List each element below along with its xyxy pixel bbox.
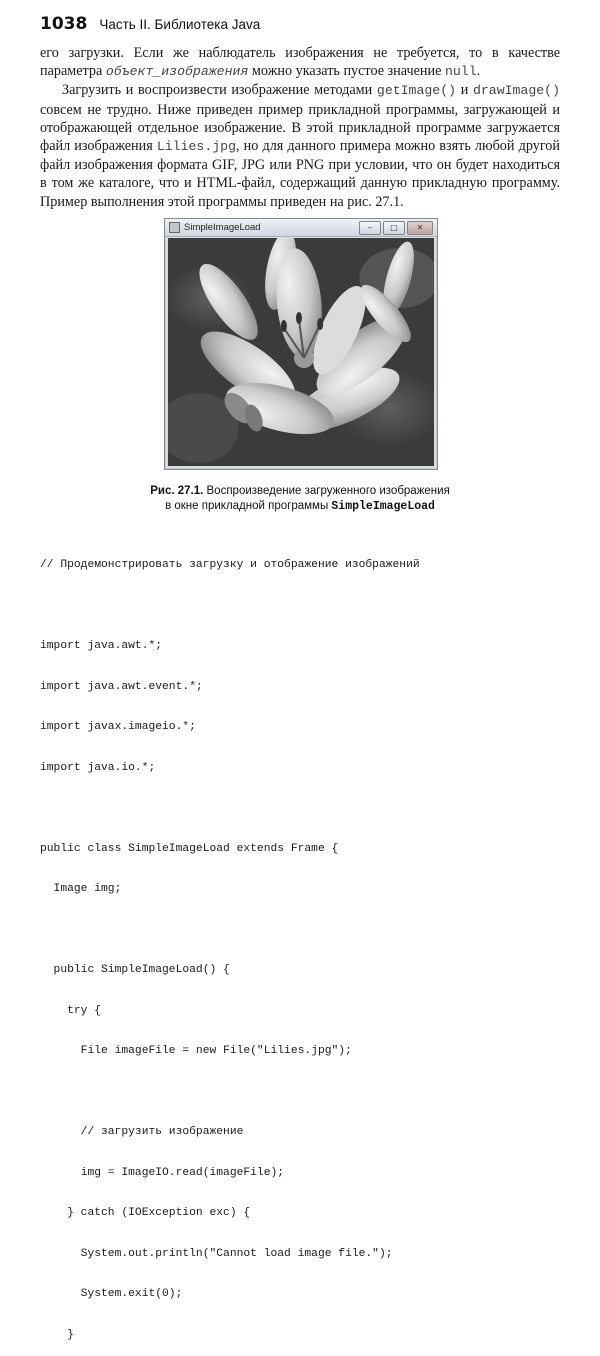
inline-code-lilies: Lilies.jpg [156,139,236,155]
code-listing [40,532,560,1356]
paragraph-1-text-a: его загрузки. Если же наблюдатель изображения не требуется, то в качестве параметра [40,45,560,80]
code-line: System.out.println("Cannot load image file."); [40,1247,393,1260]
paragraph-1-text-c: . [476,63,481,80]
paragraph-2 [40,81,560,210]
window-titlebar[interactable] [165,219,437,237]
inline-code-drawimage: drawImage() [472,83,561,99]
window-title: SimpleImageLoad [184,222,261,233]
code-line: img = ImageIO.read(imageFile); [40,1166,285,1179]
inline-code-null: null [444,64,477,80]
code-line: // Продемонстрировать загрузку и отображение изображений [40,559,420,571]
paragraph-2-text-b: и [456,82,473,99]
code-line [40,802,560,816]
figure-caption [60,484,540,514]
code-line: System.exit(0); [40,1288,183,1300]
code-line: Image img; [40,883,122,895]
paragraph-2-text-d: , но для данного примера можно взять любой другой файл изображения формата GIF, JPG или PNG при условии, что он будет находиться в том же каталоге, что и HTML-файл, содержащий данную прикладную программу. Пример выполнения этой программы приведен на рис. 27.1. [40,138,560,210]
caption-label: Рис. 27.1. [150,485,204,497]
code-line: try { [40,1004,102,1017]
lilies-image [168,238,434,466]
close-button[interactable]: ✕ [407,221,433,235]
code-line: } catch (IOException exc) { [40,1207,251,1219]
running-title: Часть II. Библиотека Java [99,17,261,32]
code-line: import java.io.*; [40,761,156,774]
code-line: File imageFile = new File("Lilies.jpg"); [40,1045,352,1057]
code-line: public class SimpleImageLoad extends Frame { [40,842,339,855]
code-line [40,924,560,938]
app-icon [169,222,180,233]
page-number: 1038 [40,14,88,34]
caption-text-2: в окне прикладной программы [165,500,332,512]
body-text [40,44,560,211]
lilies-photo [168,238,434,466]
maximize-button[interactable]: □ [383,221,405,235]
caption-line-1 [60,484,540,499]
code-line [40,1086,560,1100]
paragraph-2-text-a: Загрузить и воспроизвести изображение методами [62,82,377,99]
inline-code-image-object: объект_изображения [105,64,249,80]
paragraph-1-text-b: можно указать пустое значение [248,63,445,80]
caption-text-1: Воспроизведение загруженного изображения [203,485,450,497]
page-header [40,14,260,38]
code-line [40,600,560,614]
minimize-button[interactable]: ‒ [359,221,381,235]
code-line: // загрузить изображение [40,1126,244,1138]
caption-code-name: SimpleImageLoad [331,500,435,513]
caption-line-2 [60,499,540,514]
paragraph-1 [40,44,560,81]
inline-code-getimage: getImage() [376,83,457,99]
code-line: import java.awt.event.*; [40,680,203,693]
window-controls [359,221,433,235]
figure-app-window [164,218,438,470]
paragraph-2-text-c: совсем не трудно. Ниже приведен пример прикладной программы, загружающей и отображающей отдельное изображение. В этой прикладной программе загружается файл изображения [40,101,560,155]
code-line: } [40,1328,74,1341]
code-line: import java.awt.*; [40,640,163,652]
code-line: import javax.imageio.*; [40,721,196,733]
code-line: public SimpleImageLoad() { [40,964,230,976]
